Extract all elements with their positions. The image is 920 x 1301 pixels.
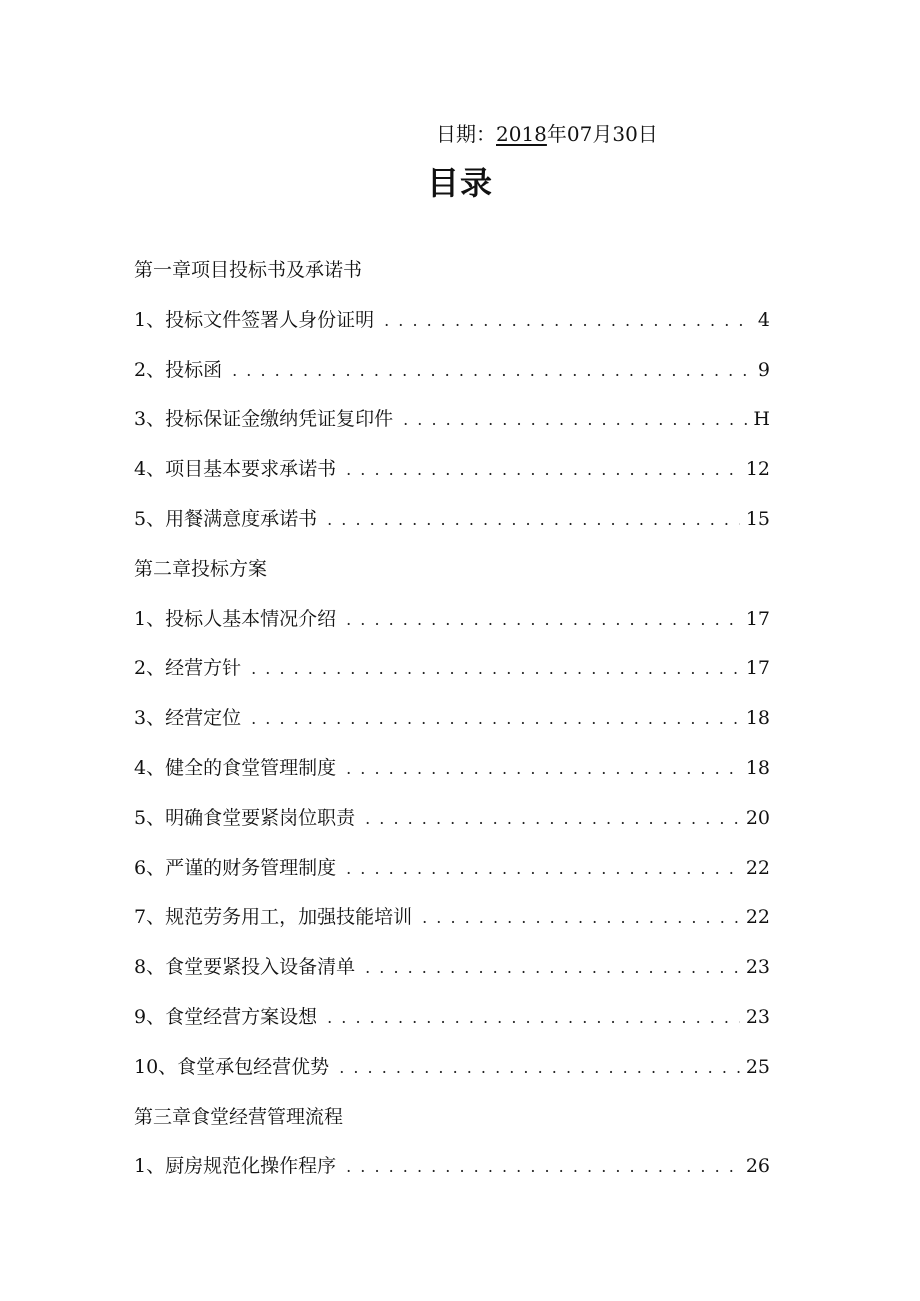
date-month-unit: 月 (592, 122, 613, 146)
toc-entry-label: 3、投标保证金缴纳凭证复印件 (134, 408, 394, 431)
toc-dot-leader (365, 948, 740, 988)
toc-entry-label: 5、用餐满意度承诺书 (134, 507, 318, 530)
toc-entry-label: 1、投标人基本情况介绍 (134, 607, 337, 630)
toc-page-number: 4 (757, 308, 770, 331)
date-year-unit: 年 (546, 122, 567, 146)
document-date (436, 118, 658, 147)
toc-entry-label: 8、食堂要紧投入设备清单 (134, 956, 356, 979)
toc-dot-leader (232, 351, 752, 391)
toc-entry-label: 1、投标文件签署人身份证明 (134, 308, 375, 331)
toc-entry[interactable] (134, 947, 770, 997)
toc-entry[interactable] (134, 300, 770, 350)
toc-entry[interactable] (134, 499, 770, 549)
toc-dot-leader (384, 301, 752, 341)
toc-dot-leader (346, 1147, 740, 1187)
toc-entry[interactable] (134, 698, 770, 748)
toc-entry[interactable] (134, 997, 770, 1047)
toc-entry-label: 4、项目基本要求承诺书 (134, 458, 337, 481)
toc-dot-leader (327, 998, 740, 1038)
toc-entry[interactable] (134, 1047, 770, 1097)
toc-entry-label: 5、明确食堂要紧岗位职责 (134, 806, 356, 829)
toc-page-number: 17 (745, 657, 770, 680)
toc-dot-leader (422, 898, 740, 938)
toc-entry[interactable] (134, 848, 770, 898)
toc-chapter-heading: 第一章项目投标书及承诺书 (134, 259, 363, 281)
toc-chapter-heading: 第二章投标方案 (134, 557, 268, 580)
toc-page-number: 18 (745, 707, 770, 730)
toc-entry[interactable] (134, 798, 770, 848)
toc-entry[interactable] (134, 648, 770, 698)
toc-dot-leader (365, 799, 740, 839)
toc-page-number: 17 (745, 607, 770, 630)
toc-page-number: 26 (745, 1155, 770, 1178)
toc-dot-leader (346, 849, 740, 889)
date-month: 07 (566, 122, 593, 146)
toc-entry-label: 4、健全的食堂管理制度 (134, 756, 337, 779)
toc-entry-label: 2、经营方针 (134, 657, 242, 680)
toc-page-number: 25 (745, 1055, 770, 1078)
toc-entry[interactable] (134, 350, 770, 400)
toc-entry-label: 9、食堂经营方案设想 (134, 1005, 318, 1028)
toc-entry-label: 6、严谨的财务管理制度 (134, 856, 337, 879)
toc-dot-leader (339, 1048, 740, 1088)
toc-dot-leader (346, 600, 740, 640)
toc-page-number: 22 (745, 856, 770, 879)
toc-page-number: 9 (757, 358, 770, 381)
toc-page-number: 20 (745, 806, 770, 829)
date-day: 30 (612, 122, 638, 146)
toc-dot-leader (403, 400, 747, 440)
toc-dot-leader (346, 749, 740, 789)
toc-page-number: 23 (745, 956, 770, 979)
toc-page-number: 18 (745, 756, 770, 779)
toc-page-number: H (753, 408, 770, 431)
date-day-unit: 日 (637, 122, 658, 146)
toc-entry[interactable] (134, 449, 770, 499)
table-of-contents (134, 250, 770, 1196)
toc-page-number: 15 (745, 507, 770, 530)
toc-entry-label: 7、规范劳务用工，加强技能培训 (134, 906, 413, 929)
toc-entry[interactable] (134, 1146, 770, 1196)
toc-title: 目录 (426, 164, 493, 202)
date-year: 2018 (496, 122, 547, 146)
toc-page-number: 12 (745, 458, 770, 481)
toc-entry[interactable] (134, 897, 770, 947)
date-prefix: 日期： (436, 122, 496, 146)
toc-entry-label: 1、厨房规范化操作程序 (134, 1155, 337, 1178)
toc-entry-label: 2、投标函 (134, 358, 223, 381)
toc-dot-leader (346, 450, 740, 490)
toc-dot-leader (251, 649, 740, 689)
toc-entry-label: 10、食堂承包经营优势 (134, 1055, 330, 1078)
toc-chapter-heading: 第三章食堂经营管理流程 (134, 1105, 344, 1128)
toc-dot-leader (251, 699, 740, 739)
toc-entry-label: 3、经营定位 (134, 707, 242, 730)
toc-dot-leader (327, 500, 740, 540)
toc-entry[interactable] (134, 748, 770, 798)
toc-entry[interactable] (134, 599, 770, 649)
toc-entry[interactable] (134, 399, 770, 449)
toc-page-number: 22 (745, 906, 770, 929)
toc-page-number: 23 (745, 1005, 770, 1028)
